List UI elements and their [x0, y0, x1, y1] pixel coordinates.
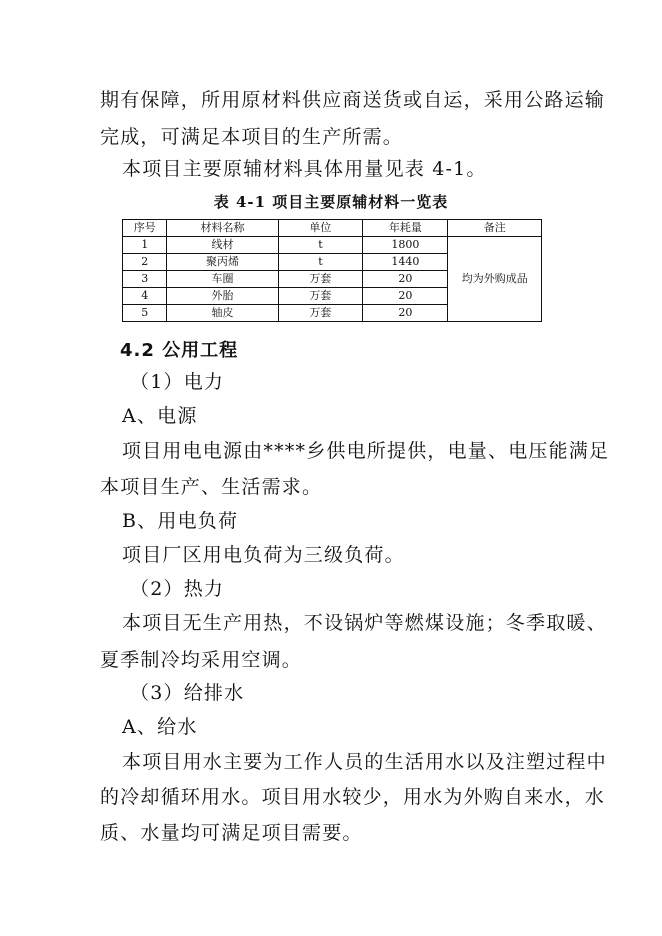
- paragraph-line: 项目厂区用电负荷为三级负荷。: [122, 544, 405, 566]
- subsection-heading: （2）热力: [130, 578, 225, 600]
- cell-material: 线材: [167, 237, 278, 254]
- cell-index: 3: [123, 271, 167, 288]
- cell-material: 外胎: [167, 288, 278, 305]
- cell-unit: 万套: [278, 288, 363, 305]
- paragraph-line: 完成，可满足本项目的生产所需。: [100, 126, 404, 148]
- subsection-heading: （1）电力: [130, 371, 225, 393]
- paragraph-line: 项目用电电源由****乡供电所提供，电量、电压能满足: [122, 440, 610, 462]
- cell-consumption: 1800: [363, 237, 448, 254]
- table-header-row: [123, 220, 542, 237]
- cell-remark: 均为外购成品: [448, 237, 542, 322]
- header-cell-unit: 单位: [278, 220, 363, 237]
- cell-consumption: 20: [363, 271, 448, 288]
- subsection-heading: （3）给排水: [130, 682, 245, 704]
- cell-index: 4: [123, 288, 167, 305]
- paragraph-line: 夏季制冷均采用空调。: [100, 649, 303, 671]
- section-title: 4.2 公用工程: [120, 340, 239, 361]
- table-caption: 表 4-1 项目主要原辅材料一览表: [213, 193, 449, 211]
- cell-consumption: 20: [363, 305, 448, 322]
- item-label: A、电源: [122, 405, 198, 427]
- cell-index: 2: [123, 254, 167, 271]
- materials-table: [122, 219, 542, 322]
- cell-unit: t: [278, 237, 363, 254]
- header-cell-annual-consumption: 年耗量: [363, 220, 448, 237]
- paragraph-line: 的冷却循环用水。项目用水较少，用水为外购自来水，水: [100, 786, 606, 808]
- cell-material: 聚丙烯: [167, 254, 278, 271]
- paragraph-line: 本项目生产、生活需求。: [100, 476, 323, 498]
- paragraph-line: 期有保障，所用原材料供应商送货或自运，采用公路运输: [100, 89, 606, 111]
- cell-material: 轴皮: [167, 305, 278, 322]
- cell-unit: 万套: [278, 305, 363, 322]
- table-row: [123, 237, 542, 254]
- header-cell-material: 材料名称: [167, 220, 278, 237]
- header-cell-remark: 备注: [448, 220, 542, 237]
- paragraph-line: 本项目用水主要为工作人员的生活用水以及注塑过程中: [122, 751, 607, 773]
- cell-consumption: 20: [363, 288, 448, 305]
- cell-consumption: 1440: [363, 254, 448, 271]
- cell-unit: 万套: [278, 271, 363, 288]
- header-cell-index: 序号: [123, 220, 167, 237]
- cell-unit: t: [278, 254, 363, 271]
- paragraph-line: 本项目主要原辅材料具体用量见表 4-1。: [122, 158, 487, 180]
- item-label: A、给水: [122, 716, 198, 738]
- item-label: B、用电负荷: [122, 510, 239, 532]
- paragraph-line: 质、水量均可满足项目需要。: [100, 822, 363, 844]
- cell-index: 1: [123, 237, 167, 254]
- cell-material: 车圈: [167, 271, 278, 288]
- cell-index: 5: [123, 305, 167, 322]
- paragraph-line: 本项目无生产用热，不设锅炉等燃煤设施；冬季取暖、: [122, 612, 607, 634]
